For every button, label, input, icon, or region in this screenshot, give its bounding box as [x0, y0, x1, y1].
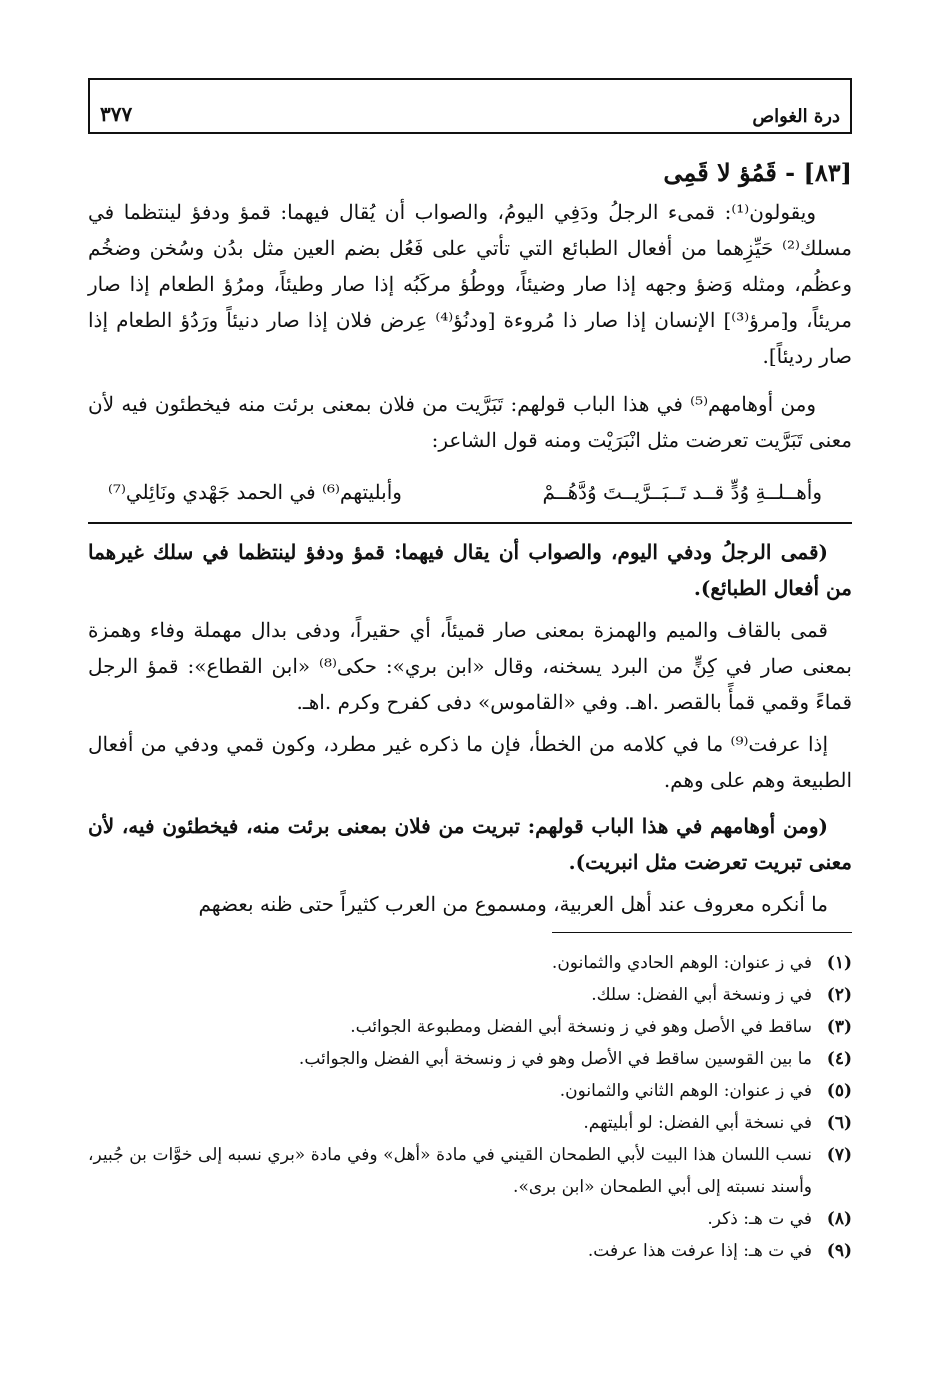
- footnote-number: (٢): [826, 985, 852, 1005]
- footnote-item: [88, 1139, 852, 1203]
- poetry-verse: [88, 472, 852, 512]
- page-header: [88, 78, 852, 134]
- footnote-item: [88, 1235, 852, 1267]
- section-heading: [٨٣] - قَمُؤ لا قَمِى: [663, 158, 852, 187]
- main-paragraph-1: ويقولون⁽¹⁾: قمىء الرجلُ ودَفِي اليومُ، والصواب أن يُقال فيهما: قمؤ ودفؤ لينتظما في مسلك⁽²⁾ حَيِّزِهما من أفعال الطبائع التي تأتي على فَعُل بضم العين مثل بدُن وسُخن وضخُم وعظُم، ومثله وَضؤ وجهه إذا صار وضيئاً، ووطُؤ مركَبُه إذا صار وطيئاً، ومرُؤ الطعام إذا صار مريئاً، و[مرؤ⁽³⁾] الإنسان إذا صار ذا مُروءة [ودنُؤ⁽⁴⁾ عِرض فلان إذا صار دنيئاً ورَدُؤ الطعام إذا صار رديئاً].: [88, 200, 852, 368]
- footnote-number: (٥): [826, 1081, 852, 1101]
- book-page: [88, 78, 852, 1267]
- footnote-item: [88, 1203, 852, 1235]
- footnote-number: (٧): [826, 1145, 852, 1165]
- page-number: ٣٧٧: [100, 102, 133, 126]
- footnote-item: [88, 947, 852, 979]
- running-title: درة الغواص: [752, 106, 840, 127]
- footnote-text: نسب اللسان هذا البيت لأبي الطمحان القيني في مادة «أهل» وفي مادة «بري نسبه إلى خوَّات بن جُبير، وأسند نسبته إلى أبي الطمحان «ابن برى».: [88, 1145, 813, 1197]
- footnote-text: في ز عنوان: الوهم الثاني والثمانون.: [559, 1081, 812, 1101]
- footnote-item: [88, 1011, 852, 1043]
- commentary-paragraph-3: ما أنكره معروف عند أهل العربية، ومسموع من العرب كثيراً حتى ظنه بعضهم: [198, 892, 828, 916]
- commentary-quote-1: (قمى الرجلُ ودفي اليوم، والصواب أن يقال فيهما: قمؤ ودفؤ لينتظما في سلك غيرهما من أفعال الطبائع).: [88, 540, 852, 600]
- commentary-paragraph-2: إذا عرفت⁽⁹⁾ ما في كلامه من الخطأ، فإن ما ذكره غير مطرد، وكون قمي ودفي من أفعال الطبيعة وهم على وهم.: [88, 732, 852, 792]
- footnote-number: (٣): [826, 1017, 852, 1037]
- verse-first-hemistich: وأهــلــةِ وُدٍّ قــد تَــبَــرَّيــتَ وُدَّهُــمْ: [542, 480, 822, 504]
- footnote-text: في ز ونسخة أبي الفضل: سلك.: [591, 985, 812, 1005]
- footnote-text: ساقط في الأصل وهو في ز ونسخة أبي الفضل ومطبوعة الجوائب.: [350, 1017, 812, 1037]
- footnote-divider: [552, 932, 852, 933]
- footnote-item: [88, 1075, 852, 1107]
- footnote-item: [88, 979, 852, 1011]
- footnote-item: [88, 1107, 852, 1139]
- footnote-number: (٤): [826, 1049, 852, 1069]
- commentary-quote-2: (ومن أوهامهم في هذا الباب قولهم: تبريت من فلان بمعنى برئت منه، فيخطئون فيه، لأن معنى تبريت تعرضت مثل انبريت).: [88, 814, 852, 874]
- commentary-paragraph-1: قمى بالقاف والميم والهمزة بمعنى صار قميئاً، أي حقيراً، ودفى بدال مهملة وفاء وهمزة بمعنى صار في كِنٍّ من البرد يسخنه، وقال «ابن بري»: حكى⁽⁸⁾ «ابن القطاع»: قمؤ الرجل قماءً وقمي قمأً بالقصر .اهـ. وفي «القاموس» دفى كفرح وكرم .اهـ.: [88, 618, 852, 714]
- footnote-number: (٨): [826, 1209, 852, 1229]
- verse-second-hemistich: وأبليتهم⁽⁶⁾ في الحمد جَهْدي ونَائِلي⁽⁷⁾: [108, 480, 402, 504]
- footnote-text: في ت هـ: ذكر.: [707, 1209, 812, 1229]
- footnotes: [88, 947, 852, 1267]
- footnote-text: في ت هـ: إذا عرفت هذا عرفت.: [587, 1241, 812, 1261]
- main-paragraph-2: ومن أوهامهم⁽⁵⁾ في هذا الباب قولهم: تَبَرَّيت من فلان بمعنى برئت منه فيخطئون فيه لأن معنى تَبَرَّيت تعرضت مثل انْبَرَيْت ومنه قول الشاعر:: [88, 392, 852, 452]
- footnote-number: (٦): [826, 1113, 852, 1133]
- commentary-divider: [88, 522, 852, 524]
- footnote-number: (٩): [826, 1241, 852, 1261]
- footnote-text: ما بين القوسين ساقط في الأصل وهو في ز ونسخة أبي الفضل والجوائب.: [298, 1049, 812, 1069]
- footnote-item: [88, 1043, 852, 1075]
- footnote-number: (١): [826, 953, 852, 973]
- footnote-text: في ز عنوان: الوهم الحادي والثمانون.: [551, 953, 812, 973]
- footnote-text: في نسخة أبي الفضل: لو أبليتهم.: [583, 1113, 812, 1133]
